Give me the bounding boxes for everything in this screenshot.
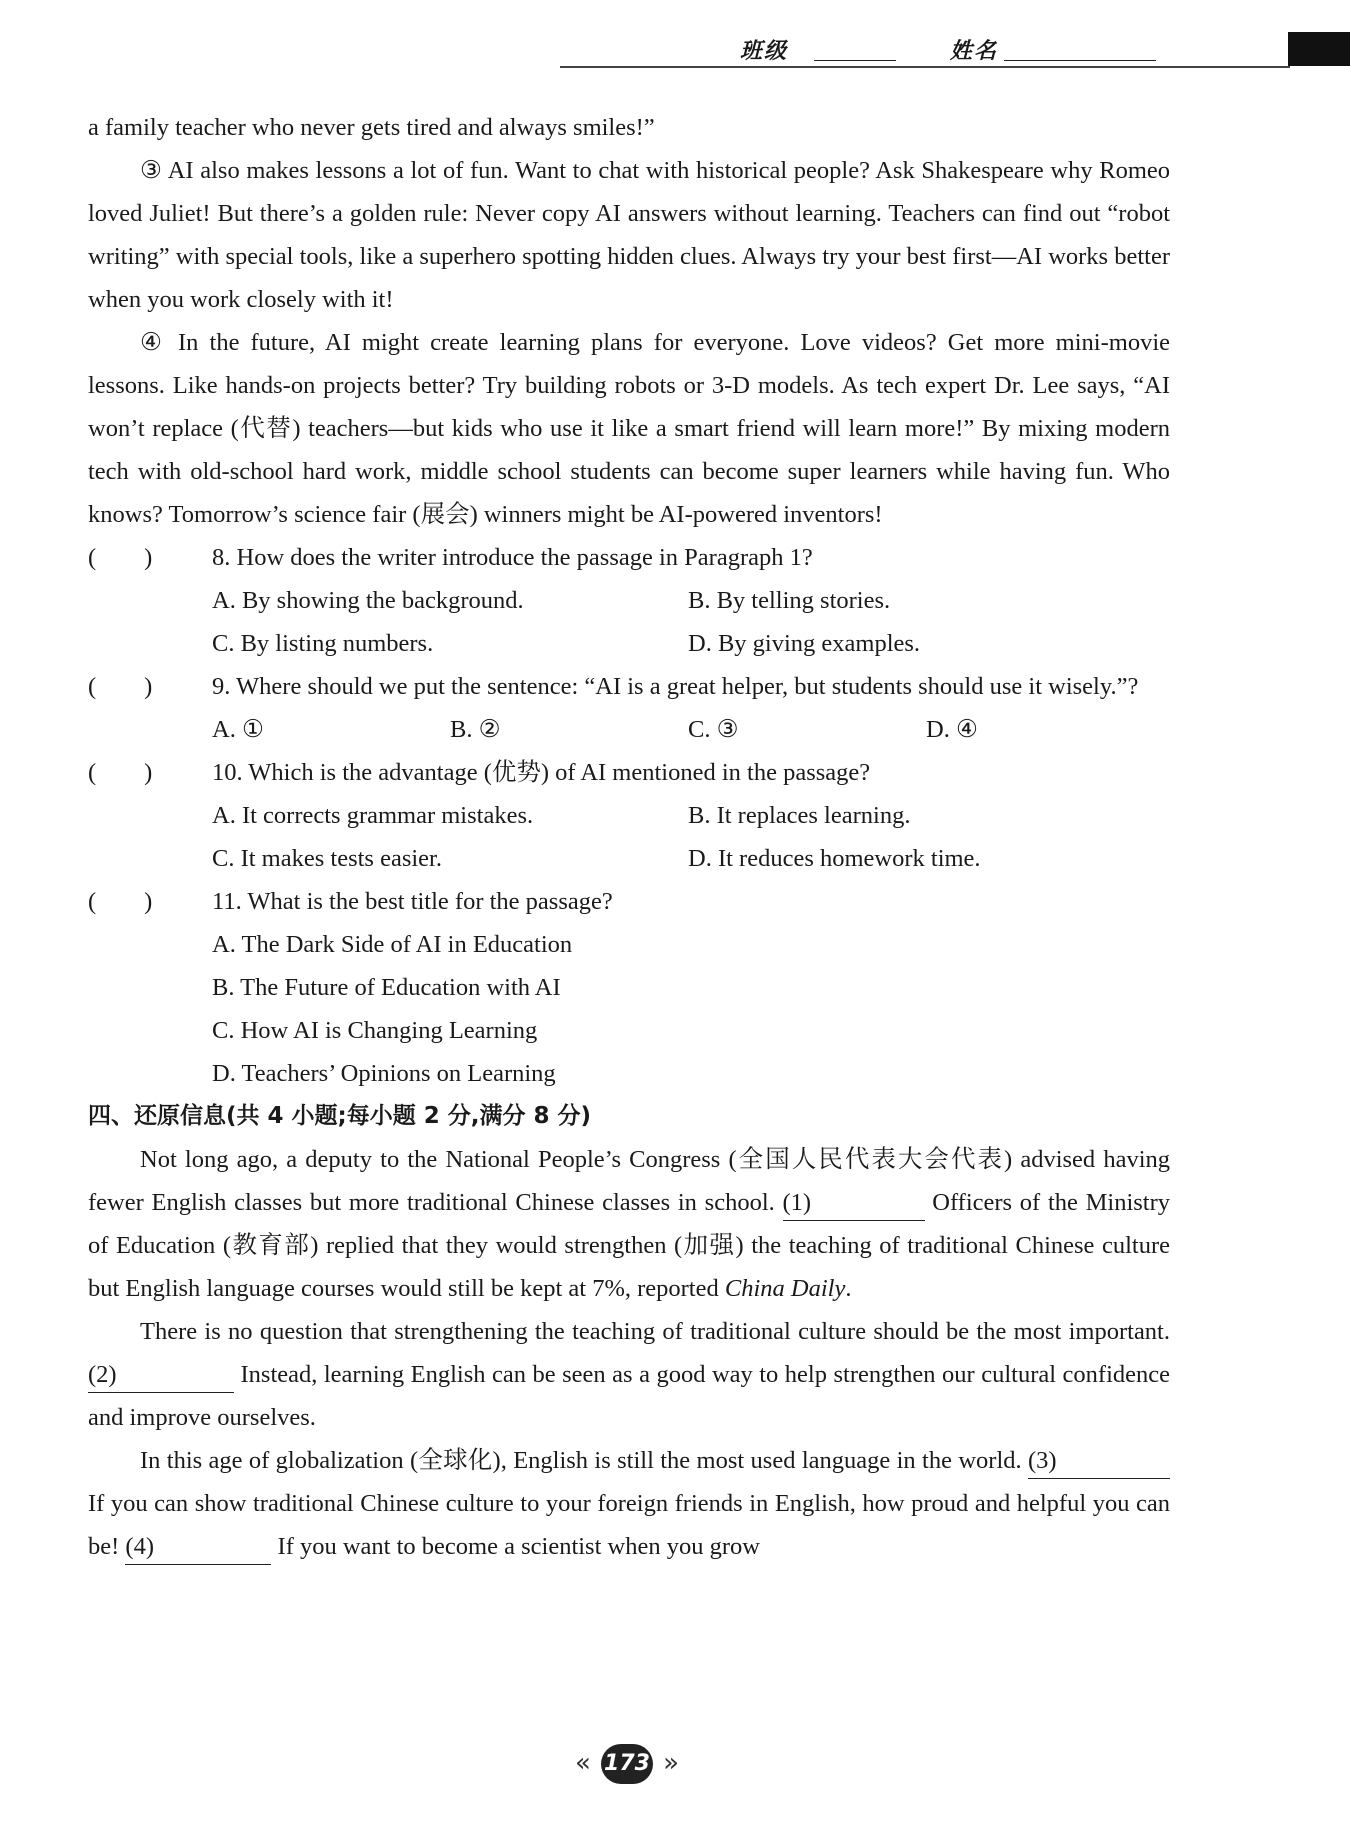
source-name: China Daily <box>724 1275 846 1302</box>
chevron-left-icon: « <box>575 1748 591 1778</box>
name-blank[interactable] <box>1004 60 1156 61</box>
page-header <box>740 30 1340 70</box>
question-stem: 8. How does the writer introduce the passage in Paragraph 1? <box>212 544 813 571</box>
option-b: B. It replaces learning. <box>688 802 911 829</box>
answer-blank-3[interactable]: (3) <box>1028 1444 1170 1479</box>
question-9 <box>88 665 1170 751</box>
section4-paragraph-3: In this age of globalization (全球化), English is still the most used language in the world. (3) If you can show traditional Chinese culture to your foreign friends in English, how proud and helpful you can be! (4) If you want to become a scientist when you grow <box>88 1439 1170 1568</box>
paragraph-4: ④ In the future, AI might create learning plans for everyone. Love videos? Get more mini-movie lessons. Like hands-on projects better? Try building robots or 3-D models. As tech expert Dr. Lee says, “AI won’t replace (代替) teachers—but kids who use it like a smart friend will learn more!” By mixing modern tech with old-school hard work, middle school students can become super learners while having fun. Who knows? Tomorrow’s science fair (展会) winners might be AI-powered inventors! <box>88 329 1170 528</box>
header-rule <box>560 66 1290 68</box>
page-number-badge <box>575 1744 679 1788</box>
question-stem: 10. Which is the advantage (优势) of AI mentioned in the passage? <box>212 759 871 786</box>
option-d: D. It reduces homework time. <box>688 845 981 872</box>
option-c: C. How AI is Changing Learning <box>212 1017 538 1044</box>
option-a: A. ① <box>212 716 264 743</box>
corner-tab <box>1288 32 1350 66</box>
answer-blank-4[interactable]: (4) <box>125 1530 271 1565</box>
class-label: 班级 <box>740 39 789 64</box>
option-b: B. The Future of Education with AI <box>212 974 561 1001</box>
paragraph-3: ③ AI also makes lessons a lot of fun. Want to chat with historical people? Ask Shakespeare why Romeo loved Juliet! But there’s a golden rule: Never copy AI answers without learning. Teachers can find out “robot writing” with special tools, like a superhero spotting hidden clues. Always try your best first—AI works better when you work closely with it! <box>88 157 1170 313</box>
answer-bracket[interactable]: ( ) <box>88 888 153 915</box>
chevron-right-icon: » <box>663 1748 679 1778</box>
option-d: D. Teachers’ Opinions on Learning <box>212 1060 556 1087</box>
option-a: A. It corrects grammar mistakes. <box>212 802 534 829</box>
question-11 <box>88 880 1170 1095</box>
question-8 <box>88 536 1170 665</box>
options <box>88 579 1170 665</box>
class-blank[interactable] <box>814 60 896 61</box>
options <box>88 794 1170 880</box>
section-title: 四、还原信息(共 4 小题;每小题 2 分,满分 8 分) <box>88 1103 592 1129</box>
option-b: B. By telling stories. <box>688 587 891 614</box>
page-number: 173 <box>601 1744 653 1784</box>
option-c: C. ③ <box>688 716 739 743</box>
option-d: D. By giving examples. <box>688 630 921 657</box>
question-10 <box>88 751 1170 880</box>
option-d: D. ④ <box>926 716 978 743</box>
options <box>88 708 1170 751</box>
answer-bracket[interactable]: ( ) <box>88 544 153 571</box>
question-stem: 9. Where should we put the sentence: “AI is a great helper, but students should use it wisely.”? <box>212 673 1139 700</box>
answer-blank-1[interactable]: (1) <box>783 1186 925 1221</box>
section4-paragraph-1: Not long ago, a deputy to the National People’s Congress (全国人民代表大会代表) advised having fewer English classes but more traditional Chinese classes in school. (1) Officers of the Ministry of Education (教育部) replied that they would strengthen (加强) the teaching of traditional Chinese culture but English language courses would still be kept at 7%, reported China Daily. <box>88 1146 1171 1302</box>
answer-blank-2[interactable]: (2) <box>88 1358 234 1393</box>
answer-bracket[interactable]: ( ) <box>88 673 153 700</box>
options <box>88 923 1170 1095</box>
option-c: C. It makes tests easier. <box>212 845 442 872</box>
option-c: C. By listing numbers. <box>212 630 434 657</box>
name-label: 姓名 <box>950 39 999 64</box>
option-b: B. ② <box>450 716 501 743</box>
answer-bracket[interactable]: ( ) <box>88 759 153 786</box>
option-a: A. By showing the background. <box>212 587 524 614</box>
question-stem: 11. What is the best title for the passage? <box>212 888 613 915</box>
section4-paragraph-2: There is no question that strengthening the teaching of traditional culture should be the most important. (2) Instead, learning English can be seen as a good way to help strengthen our cultural confidence and improve ourselves. <box>88 1318 1170 1431</box>
page-content <box>88 106 1170 1568</box>
passage-fragment: a family teacher who never gets tired and always smiles!” <box>88 114 655 141</box>
option-a: A. The Dark Side of AI in Education <box>212 931 573 958</box>
